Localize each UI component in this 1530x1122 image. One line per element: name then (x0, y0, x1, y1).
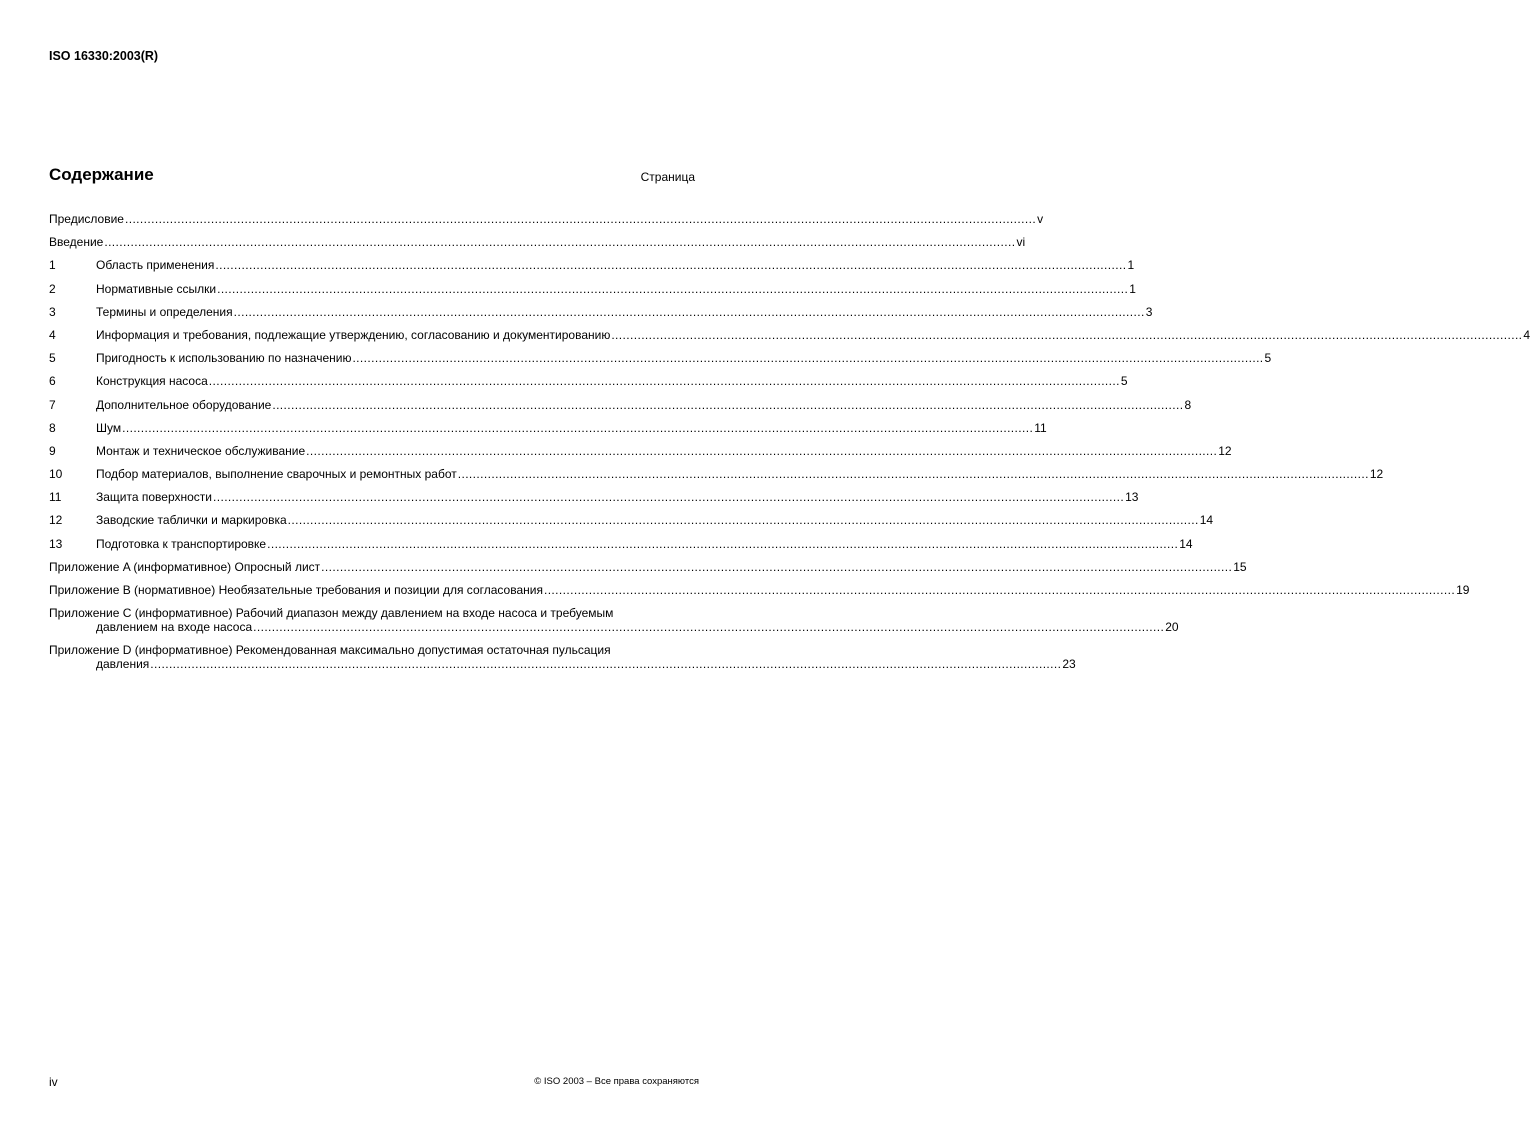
toc-entry-page: 1 (1127, 258, 1135, 273)
leader-dots: .................................................................................................................................................................................................................................................... (217, 281, 1129, 296)
copyright-notice: © ISO 2003 – Все права сохраняются (534, 1076, 699, 1087)
toc-entry-page: 3 (1145, 304, 1153, 319)
toc-entry-text: Нормативные ссылки (96, 281, 217, 296)
toc-entry-section-11[interactable] (49, 490, 1139, 505)
toc-entry-section-6[interactable] (49, 374, 1128, 389)
section-number: 12 (49, 513, 63, 528)
toc-entry-text: Пригодность к использованию по назначению (96, 351, 352, 366)
leader-dots: .................................................................................................................................................................................................................................................... (267, 536, 1179, 551)
leader-dots: .................................................................................................................................................................................................................................................... (611, 327, 1523, 342)
toc-entry-text: Конструкция насоса (96, 374, 208, 389)
toc-entry-section-4[interactable] (49, 327, 1530, 342)
section-number: 3 (49, 304, 56, 319)
toc-entry-text: Введение (49, 235, 104, 250)
leader-dots: .................................................................................................................................................................................................................................................... (215, 258, 1127, 273)
toc-entry-page: 11 (1034, 420, 1047, 435)
toc-entry-annex-b[interactable] (49, 583, 1470, 597)
toc-entry-section-13[interactable] (49, 536, 1193, 551)
leader-dots: .................................................................................................................................................................................................................................................... (306, 443, 1218, 458)
toc-entry-text: Информация и требования, подлежащие утверждению, согласованию и документированию (96, 327, 611, 342)
toc-entry-text: Заводские таблички и маркировка (96, 513, 287, 528)
leader-dots: .................................................................................................................................................................................................................................................... (457, 467, 1369, 482)
toc-entry-text: Приложение A (информативное) Опросный лист (49, 559, 321, 574)
toc-entry-page: vi (1016, 235, 1026, 250)
toc-entry-foreword[interactable] (49, 212, 1044, 226)
toc-entry-page: 14 (1179, 536, 1193, 551)
toc-title: Содержание (49, 165, 154, 184)
toc-entry-text: Шум (96, 420, 122, 435)
section-number: 5 (49, 351, 56, 366)
toc-entry-text: Дополнительное оборудование (96, 397, 272, 412)
section-number: 7 (49, 397, 56, 412)
leader-dots: .................................................................................................................................................................................................................................................... (213, 490, 1125, 505)
toc-entry-section-5[interactable] (49, 351, 1272, 366)
toc-entry-page: 12 (1218, 443, 1232, 458)
toc-entry-page: 5 (1120, 374, 1128, 389)
section-number: 8 (49, 420, 56, 435)
toc-entry-annex-a[interactable] (49, 559, 1247, 574)
toc-entry-page: 8 (1184, 397, 1192, 412)
toc-entry-page: 4 (1523, 327, 1530, 342)
toc-entry-page: 19 (1456, 583, 1470, 597)
section-number: 6 (49, 374, 56, 389)
toc-entry-text: Монтаж и техническое обслуживание (96, 443, 306, 458)
leader-dots: .................................................................................................................................................................................................................................................... (122, 420, 1034, 435)
toc-entry-section-10[interactable] (49, 467, 1384, 482)
section-number: 11 (49, 490, 62, 505)
toc-entry-page: 12 (1369, 467, 1384, 482)
leader-dots: .................................................................................................................................................................................................................................................... (124, 212, 1037, 226)
toc-entry-section-12[interactable] (49, 513, 1214, 528)
toc-entry-section-2[interactable] (49, 281, 1136, 296)
toc-entry-text: Предисловие (49, 212, 124, 226)
toc-entry-text: Термины и определения (96, 304, 233, 319)
leader-dots: .................................................................................................................................................................................................................................................... (104, 235, 1016, 250)
leader-dots: .................................................................................................................................................................................................................................................... (253, 620, 1165, 635)
leader-dots: .................................................................................................................................................................................................................................................... (208, 374, 1120, 389)
page-column-label: Страница (640, 170, 695, 184)
toc-entry-page: 14 (1199, 513, 1214, 528)
document-id: ISO 16330:2003(R) (49, 49, 159, 63)
toc-entry-introduction[interactable] (49, 235, 1026, 250)
page-number: iv (49, 1075, 58, 1089)
toc-entry-text: Подготовка к транспортировке (96, 536, 267, 551)
leader-dots: .................................................................................................................................................................................................................................................... (272, 397, 1184, 412)
section-number: 1 (49, 258, 56, 273)
section-number: 10 (49, 467, 63, 482)
toc-entry-section-7[interactable] (49, 397, 1192, 412)
toc-entry-text: Приложение C (информативное) Рабочий диапазон между давлением на входе насоса и требуемым (49, 606, 614, 621)
toc-entry-text: Подбор материалов, выполнение сварочных и ремонтных работ (96, 467, 457, 482)
toc-entry-text-continued: давления (96, 657, 150, 672)
toc-entry-section-9[interactable] (49, 443, 1232, 458)
toc-entry-page: 20 (1165, 620, 1179, 635)
toc-entry-section-8[interactable] (49, 420, 1047, 435)
toc-entry-annex-c[interactable] (49, 606, 1179, 635)
toc-entry-text: Защита поверхности (96, 490, 212, 505)
table-of-contents (49, 212, 1530, 681)
toc-entry-annex-d[interactable] (49, 643, 1076, 672)
section-number: 2 (49, 281, 56, 296)
toc-entry-section-1[interactable] (49, 258, 1135, 273)
toc-entry-text: Приложение B (нормативное) Необязательные требования и позиции для согласования (49, 583, 543, 597)
leader-dots: .................................................................................................................................................................................................................................................... (233, 304, 1145, 319)
toc-entry-text-continued: давлением на входе насоса (96, 620, 253, 635)
leader-dots: .................................................................................................................................................................................................................................................... (321, 559, 1233, 574)
toc-entry-text: Приложение D (информативное) Рекомендованная максимально допустимая остаточная пульсация (49, 643, 611, 658)
toc-entry-page: 23 (1062, 657, 1076, 672)
leader-dots: .................................................................................................................................................................................................................................................... (150, 657, 1062, 672)
toc-entry-page: 13 (1125, 490, 1139, 505)
leader-dots: .................................................................................................................................................................................................................................................... (543, 583, 1456, 597)
section-number: 9 (49, 443, 56, 458)
section-number: 4 (49, 327, 56, 342)
toc-entry-section-3[interactable] (49, 304, 1153, 319)
leader-dots: .................................................................................................................................................................................................................................................... (352, 351, 1264, 366)
toc-entry-page: 15 (1233, 559, 1247, 574)
toc-entry-page: 5 (1264, 351, 1272, 366)
toc-entry-page: v (1037, 212, 1044, 226)
toc-entry-page: 1 (1129, 281, 1136, 296)
section-number: 13 (49, 536, 63, 551)
leader-dots: .................................................................................................................................................................................................................................................... (287, 513, 1199, 528)
toc-entry-text: Область применения (96, 258, 215, 273)
